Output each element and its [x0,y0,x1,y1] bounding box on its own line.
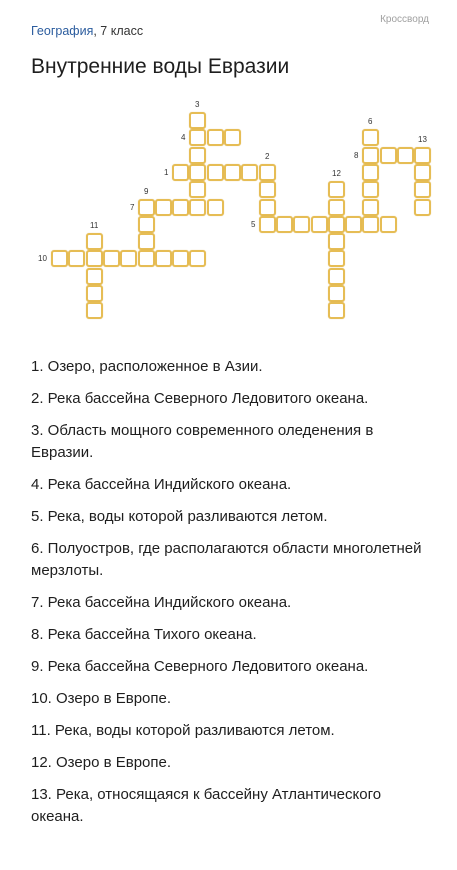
crossword-cell[interactable] [86,285,103,302]
crossword-cell[interactable] [207,199,224,216]
crossword-grid [0,0,457,345]
crossword-cell[interactable] [414,181,431,198]
crossword-cell[interactable] [120,250,137,267]
crossword-cell[interactable] [138,250,155,267]
crossword-cell[interactable] [189,147,206,164]
crossword-cell[interactable] [155,250,172,267]
crossword-cell[interactable] [172,250,189,267]
crossword-cell[interactable] [328,216,345,233]
clue-number: 10 [38,254,47,263]
crossword-cell[interactable] [259,216,276,233]
crossword-cell[interactable] [86,250,103,267]
clue-item: 7. Река бассейна Индийского океана. [31,594,292,611]
crossword-cell[interactable] [138,233,155,250]
crossword-cell[interactable] [362,216,379,233]
crossword-cell[interactable] [189,181,206,198]
crossword-cell[interactable] [311,216,328,233]
clue-list [31,356,431,838]
crossword-cell[interactable] [172,199,189,216]
crossword-cell[interactable] [68,250,85,267]
crossword-cell[interactable] [362,181,379,198]
clue-item: 5. Река, воды которой разливаются летом. [31,508,328,525]
crossword-cell[interactable] [380,216,397,233]
clue-item: 11. Река, воды которой разливаются летом. [31,722,335,739]
crossword-cell[interactable] [328,199,345,216]
crossword-cell[interactable] [86,233,103,250]
type-label: Кроссворд [380,14,429,25]
clue-item: 10. Озеро в Европе. [31,690,172,707]
clue-number: 12 [332,169,341,178]
crossword-cell[interactable] [362,199,379,216]
crossword-cell[interactable] [414,147,431,164]
crossword-cell[interactable] [155,199,172,216]
subject-link[interactable]: География [31,24,94,38]
crossword-cell[interactable] [172,164,189,181]
crossword-cell[interactable] [86,268,103,285]
crossword-cell[interactable] [259,164,276,181]
crossword-cell[interactable] [328,285,345,302]
clue-item: 1. Озеро, расположенное в Азии. [31,358,263,375]
crossword-cell[interactable] [328,181,345,198]
clue-item: 13. Река, относящаяся к бассейну Атлантического океана. [31,786,382,825]
crossword-cell[interactable] [397,147,414,164]
crossword-cell[interactable] [138,216,155,233]
crossword-cell[interactable] [189,250,206,267]
clue-number: 4 [181,133,186,142]
clue-item: 6. Полуостров, где располагаются области многолетней мерзлоты. [31,540,422,579]
clue-number: 11 [90,221,99,230]
clue-number: 6 [368,117,373,126]
clue-number: 9 [144,187,149,196]
clue-number: 7 [130,203,135,212]
clue-item: 9. Река бассейна Северного Ледовитого океана. [31,658,369,675]
clue-number: 1 [164,168,169,177]
crossword-cell[interactable] [86,302,103,319]
clue-number: 2 [265,152,270,161]
crossword-cell[interactable] [51,250,68,267]
crossword-cell[interactable] [293,216,310,233]
clue-item: 4. Река бассейна Индийского океана. [31,476,292,493]
crossword-cell[interactable] [362,129,379,146]
crossword-cell[interactable] [224,129,241,146]
page-title: Внутренние воды Евразии [31,55,290,78]
clue-number: 13 [418,135,427,144]
clue-item: 12. Озеро в Европе. [31,754,172,771]
crossword-cell[interactable] [362,147,379,164]
crossword-cell[interactable] [259,199,276,216]
clue-number: 5 [251,220,256,229]
crossword-cell[interactable] [328,268,345,285]
crossword-cell[interactable] [328,233,345,250]
clue-item: 8. Река бассейна Тихого океана. [31,626,257,643]
clue-item: 2. Река бассейна Северного Ледовитого океана. [31,390,369,407]
crossword-cell[interactable] [189,199,206,216]
crossword-cell[interactable] [259,181,276,198]
crossword-cell[interactable] [414,199,431,216]
crossword-cell[interactable] [328,250,345,267]
crossword-cell[interactable] [328,302,345,319]
crossword-cell[interactable] [276,216,293,233]
crossword-cell[interactable] [138,199,155,216]
clue-item: 3. Область мощного современного оледенения в Евразии. [31,422,374,461]
clue-number: 3 [195,100,200,109]
grade-label: , 7 класс [93,24,144,38]
crossword-cell[interactable] [189,129,206,146]
crossword-cell[interactable] [189,164,206,181]
crossword-cell[interactable] [207,129,224,146]
crossword-cell[interactable] [224,164,241,181]
crossword-cell[interactable] [345,216,362,233]
crossword-cell[interactable] [241,164,258,181]
crossword-cell[interactable] [380,147,397,164]
crossword-cell[interactable] [362,164,379,181]
clue-number: 8 [354,151,359,160]
crossword-cell[interactable] [414,164,431,181]
crossword-cell[interactable] [207,164,224,181]
crossword-cell[interactable] [103,250,120,267]
crossword-cell[interactable] [189,112,206,129]
